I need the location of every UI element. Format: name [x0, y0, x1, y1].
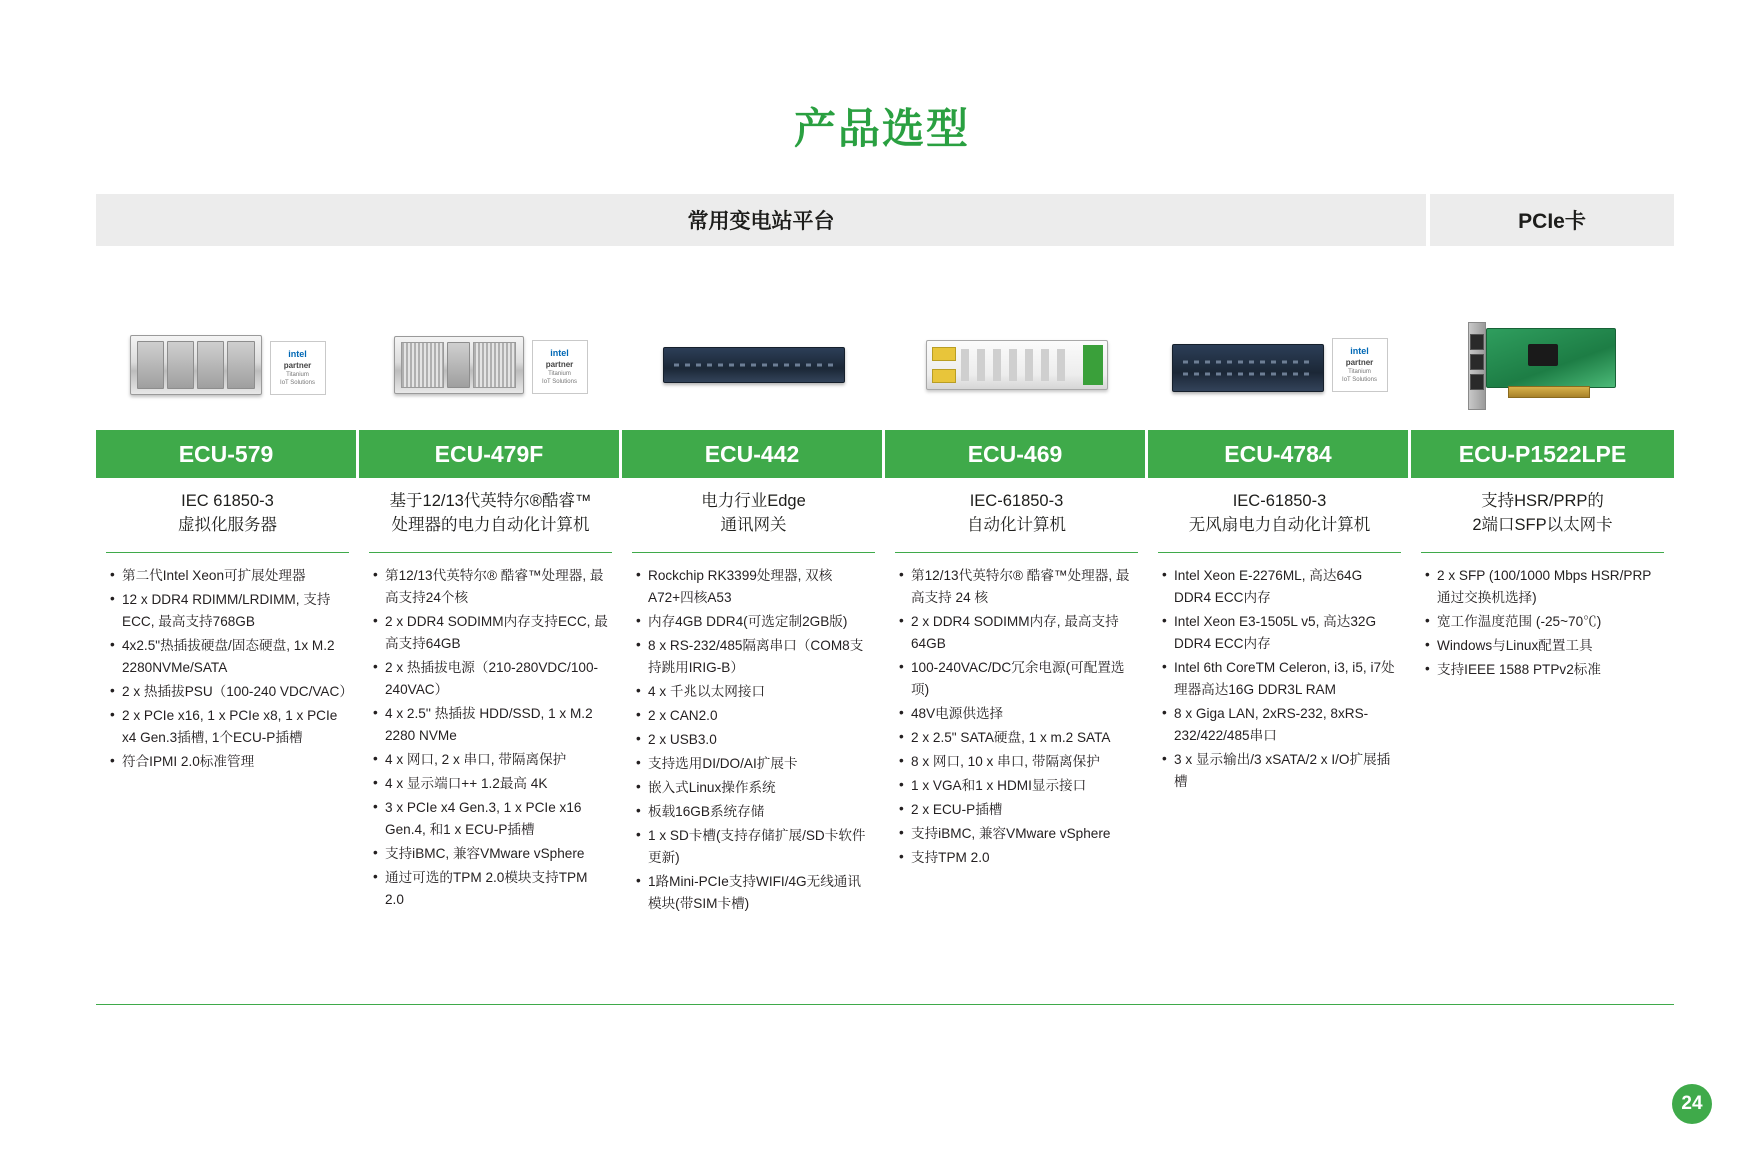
list-item: • 嵌入式Linux操作系统 — [636, 777, 873, 799]
fanless-computer-icon — [1172, 344, 1324, 392]
server-chassis-rack-icon — [394, 336, 524, 394]
list-item: • 宽工作温度范围 (-25~70℃) — [1425, 611, 1662, 633]
feature-list-ecu-4784 — [1148, 553, 1411, 793]
intel-partner-badge-icon: intel partner Titanium IoT Solutions — [532, 340, 588, 394]
product-subtitle-ecu-4784: IEC-61850-3 无风扇电力自动化计算机 — [1188, 492, 1371, 534]
product-image-ecu-579 — [96, 300, 359, 430]
page-number-badge: 24 — [1672, 1084, 1712, 1124]
product-column-ecu-479f — [359, 300, 622, 917]
list-item: • 8 x RS-232/485隔离串口（COM8支持跳用IRIG-B） — [636, 635, 873, 679]
list-item: • 2 x SFP (100/1000 Mbps HSR/PRP通过交换机选择) — [1425, 565, 1662, 609]
list-item: • 4 x 2.5'' 热插拔 HDD/SSD, 1 x M.2 2280 NVMe — [373, 703, 610, 747]
list-item: • 2 x 2.5" SATA硬盘, 1 x m.2 SATA — [899, 727, 1136, 749]
list-item: • 8 x 网口, 10 x 串口, 带隔离保护 — [899, 751, 1136, 773]
bottom-divider — [96, 1004, 1674, 1005]
list-item: • 8 x Giga LAN, 2xRS-232, 8xRS-232/422/485串口 — [1162, 703, 1399, 747]
feature-list-ecu-p1522lpe — [1411, 553, 1674, 681]
category-header-band — [96, 194, 1674, 246]
list-item: • 板载16GB系统存储 — [636, 801, 873, 823]
list-item: • 2 x DDR4 SODIMM内存, 最高支持 64GB — [899, 611, 1136, 655]
list-item: • 支持TPM 2.0 — [899, 847, 1136, 869]
list-item: • 48V电源供选择 — [899, 703, 1136, 725]
product-image-ecu-469 — [885, 300, 1148, 430]
product-image-ecu-479f — [359, 300, 622, 430]
product-image-ecu-442 — [622, 300, 885, 430]
list-item: • 第二代Intel Xeon可扩展处理器 — [110, 565, 347, 587]
product-name-ecu-442: ECU-442 — [622, 430, 885, 478]
product-subtitle-ecu-579: IEC 61850-3 虚拟化服务器 — [178, 492, 277, 534]
product-grid — [96, 300, 1674, 917]
list-item: • 支持选用DI/DO/AI扩展卡 — [636, 753, 873, 775]
product-column-ecu-469 — [885, 300, 1148, 917]
product-name-ecu-579: ECU-579 — [96, 430, 359, 478]
feature-list-ecu-469 — [885, 553, 1148, 869]
product-name-ecu-4784: ECU-4784 — [1148, 430, 1411, 478]
list-item: • 第12/13代英特尔® 酷睿™处理器, 最高支持24个核 — [373, 565, 610, 609]
product-name-ecu-469: ECU-469 — [885, 430, 1148, 478]
list-item: • 第12/13代英特尔® 酷睿™处理器, 最高支持 24 核 — [899, 565, 1136, 609]
list-item: • 4 x 千兆以太网接口 — [636, 681, 873, 703]
list-item: • 支持iBMC, 兼容VMware vSphere — [899, 823, 1136, 845]
list-item: • 1 x VGA和1 x HDMI显示接口 — [899, 775, 1136, 797]
list-item: • 内存4GB DDR4(可选定制2GB版) — [636, 611, 873, 633]
list-item: • 支持iBMC, 兼容VMware vSphere — [373, 843, 610, 865]
list-item: • 1路Mini-PCIe支持WIFI/4G无线通讯模块(带SIM卡槽) — [636, 871, 873, 915]
list-item: • 2 x DDR4 SODIMM内存支持ECC, 最高支持64GB — [373, 611, 610, 655]
product-subtitle-ecu-469: IEC-61850-3 自动化计算机 — [967, 492, 1066, 534]
feature-list-ecu-579 — [96, 553, 359, 773]
list-item: • 2 x USB3.0 — [636, 729, 873, 751]
list-item: • 4 x 网口, 2 x 串口, 带隔离保护 — [373, 749, 610, 771]
list-item: • 支持IEEE 1588 PTPv2标准 — [1425, 659, 1662, 681]
list-item: • 12 x DDR4 RDIMM/LRDIMM, 支持ECC, 最高支持768GB — [110, 589, 347, 633]
list-item: • 2 x ECU-P插槽 — [899, 799, 1136, 821]
list-item: • 通过可选的TPM 2.0模块支持TPM 2.0 — [373, 867, 610, 911]
feature-list-ecu-479f — [359, 553, 622, 911]
product-column-ecu-4784 — [1148, 300, 1411, 917]
intel-partner-badge-icon: intel partner Titanium IoT Solutions — [270, 341, 326, 395]
automation-computer-icon — [926, 340, 1108, 390]
product-column-ecu-442 — [622, 300, 885, 917]
list-item: • 2 x 热插拔电源（210-280VDC/100-240VAC） — [373, 657, 610, 701]
list-item: • 3 x 显示输出/3 xSATA/2 x I/O扩展插槽 — [1162, 749, 1399, 793]
page-title: 产品选型 — [793, 105, 970, 152]
list-item: • Intel Xeon E3-1505L v5, 高达32G DDR4 ECC内存 — [1162, 611, 1399, 655]
list-item: • Rockchip RK3399处理器, 双核A72+四核A53 — [636, 565, 873, 609]
product-column-ecu-p1522lpe — [1411, 300, 1674, 917]
pcie-network-card-icon — [1468, 322, 1618, 408]
list-item: • 100-240VAC/DC冗余电源(可配置选项) — [899, 657, 1136, 701]
edge-gateway-icon — [663, 347, 845, 383]
server-chassis-2u-icon — [130, 335, 262, 395]
list-item: • 2 x CAN2.0 — [636, 705, 873, 727]
product-image-ecu-4784 — [1148, 300, 1411, 430]
header-pcie-card: PCIe卡 — [1430, 194, 1674, 246]
list-item: • 2 x PCIe x16, 1 x PCIe x8, 1 x PCIe x4 Gen.3插槽, 1个ECU-P插槽 — [110, 705, 347, 749]
list-item: • Intel 6th CoreTM Celeron, i3, i5, i7处理器高达16G DDR3L RAM — [1162, 657, 1399, 701]
product-column-ecu-579 — [96, 300, 359, 917]
product-name-ecu-479f: ECU-479F — [359, 430, 622, 478]
product-subtitle-ecu-p1522lpe: 支持HSR/PRP的 2端口SFP以太网卡 — [1472, 492, 1613, 534]
list-item: • 3 x PCIe x4 Gen.3, 1 x PCIe x16 Gen.4, 和1 x ECU-P插槽 — [373, 797, 610, 841]
header-main-platform: 常用变电站平台 — [96, 194, 1430, 246]
product-subtitle-ecu-479f: 基于12/13代英特尔®酷睿™ 处理器的电力自动化计算机 — [389, 492, 592, 534]
list-item: • 4 x 显示端口++ 1.2最高 4K — [373, 773, 610, 795]
feature-list-ecu-442 — [622, 553, 885, 915]
list-item: • 2 x 热插拔PSU（100-240 VDC/VAC） — [110, 681, 347, 703]
list-item: • 1 x SD卡槽(支持存储扩展/SD卡软件更新) — [636, 825, 873, 869]
list-item: • 4x2.5"热插拔硬盘/固态硬盘, 1x M.2 2280NVMe/SATA — [110, 635, 347, 679]
product-name-ecu-p1522lpe: ECU-P1522LPE — [1411, 430, 1674, 478]
intel-partner-badge-icon: intel partner Titanium IoT Solutions — [1332, 338, 1388, 392]
list-item: • 符合IPMI 2.0标准管理 — [110, 751, 347, 773]
list-item: • Windows与Linux配置工具 — [1425, 635, 1662, 657]
list-item: • Intel Xeon E-2276ML, 高达64G DDR4 ECC内存 — [1162, 565, 1399, 609]
product-image-ecu-p1522lpe — [1411, 300, 1674, 430]
product-subtitle-ecu-442: 电力行业Edge 通讯网关 — [701, 492, 806, 534]
